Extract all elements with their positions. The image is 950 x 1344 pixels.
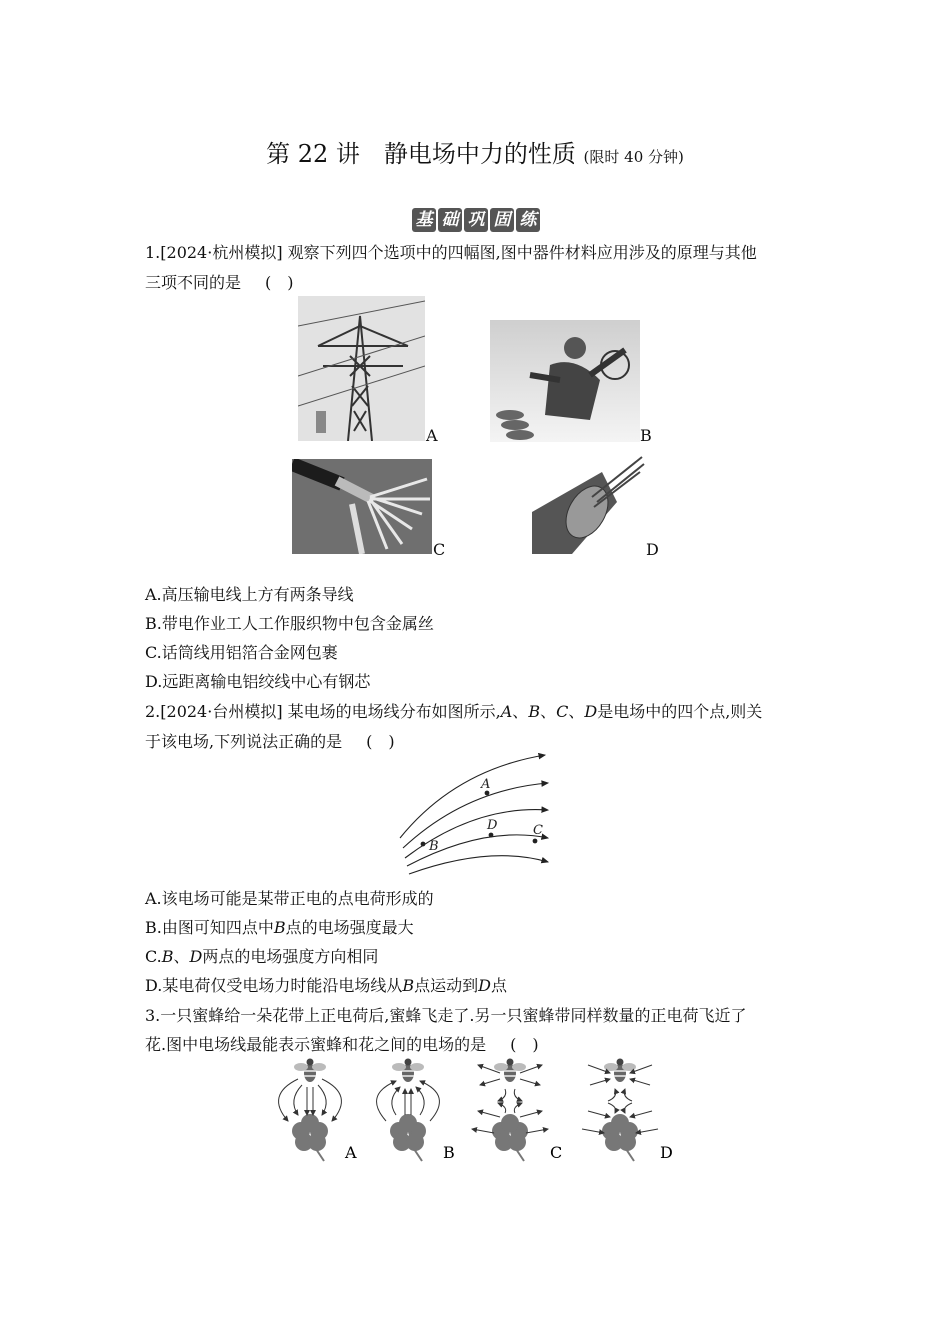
point-label: B [528,702,541,721]
q1-option-a: A.高压输电线上方有两条导线 [145,585,354,604]
page-title [0,134,950,169]
q1-stem-line2 [145,270,294,293]
point-label: A [500,702,513,721]
figure-option-c [472,1059,548,1162]
point-label: B [161,947,174,966]
section-char: 基 [412,208,436,232]
option-text: D.某电荷仅受电场力时能沿电场线从 [145,976,403,995]
field-lines-figure [395,750,555,875]
option-text: B.由图可知四点中 [145,918,274,937]
image-label: D [646,540,659,559]
point-label: B [429,839,439,854]
q1-option-c: C.话筒线用铝箔合金网包裹 [145,643,338,662]
q2-stem-line1 [145,699,762,722]
q2-stem-text: 于该电场,下列说法正确的是 [145,732,343,751]
figure-option-d [582,1059,658,1162]
point-d [489,833,494,838]
q3-stem-line1: 3.一只蜜蜂给一朵花带上正电荷后,蜜蜂飞走了.另一只蜜蜂带同样数量的正电荷飞近了 [145,1006,747,1025]
q2-option-b [145,915,414,938]
q2-option-a: A.该电场可能是某带正电的点电荷形成的 [145,889,434,908]
field-line [409,856,548,874]
option-text: 两点的电场强度方向相同 [202,947,379,966]
point-c [533,839,538,844]
q1-stem-line1: 1.[2024·杭州模拟] 观察下列四个选项中的四幅图,图中器件材料应用涉及的原理与其他 [145,243,757,262]
option-text: 点运动到 [414,976,479,995]
point-label: A [481,777,491,792]
point-label: B [402,976,415,995]
field-line [400,755,545,838]
point-label: D [478,976,491,995]
separator: 、 [512,702,529,721]
point-label: C [556,702,569,721]
section-char: 固 [490,208,514,232]
image-label: D [660,1143,673,1162]
q2-stem-suffix: 是电场中的四个点,则关 [597,702,763,721]
worker-photo [490,320,640,442]
q1-option-d: D.远距离输电铝绞线中心有钢芯 [145,672,371,691]
image-label: A [345,1143,357,1162]
image-label: A [426,426,438,445]
image-label: C [550,1143,563,1162]
point-label: C [533,823,543,838]
answer-paren: ( ) [366,732,395,751]
image-label: C [433,540,446,559]
point-label: D [487,818,498,833]
image-label: B [640,426,652,445]
section-badge [412,208,540,232]
point-label: D [584,702,598,721]
steel-core-cable-photo [532,452,647,554]
option-text: C. [145,947,162,966]
option-text: 点 [490,976,507,995]
title-sub: (限时 40 分钟) [583,148,684,166]
section-char: 巩 [464,208,488,232]
bee-flower-figures [270,1055,690,1165]
point-b [421,842,426,847]
separator: 、 [568,702,585,721]
option-text: 点的电场强度最大 [285,918,414,937]
figure-option-b [377,1059,440,1162]
q1-stem-text: 三项不同的是 [145,273,242,292]
title-main: 第 22 讲 静电场中力的性质 [266,140,576,168]
q1-option-b: B.带电作业工人工作服织物中包含金属丝 [145,614,434,633]
answer-paren: ( ) [265,273,294,292]
q2-option-c [145,944,378,967]
section-char: 练 [516,208,540,232]
q2-stem-prefix: 2.[2024·台州模拟] 某电场的电场线分布如图所示, [145,702,501,721]
section-char: 础 [438,208,462,232]
q2-option-d [145,973,507,996]
point-label: B [273,918,286,937]
separator: 、 [173,947,190,966]
shielded-cable-photo [292,459,432,554]
tower-photo [298,296,425,441]
field-line [403,783,548,848]
image-label: B [443,1143,455,1162]
figure-option-a [279,1059,342,1162]
q2-stem-line2 [145,729,395,752]
point-label: D [189,947,203,966]
q3-stem-text: 花.图中电场线最能表示蜜蜂和花之间的电场的是 [145,1035,487,1054]
q3-stem-line2 [145,1032,539,1055]
separator: 、 [540,702,557,721]
field-line [405,810,548,858]
answer-paren: ( ) [510,1035,539,1054]
